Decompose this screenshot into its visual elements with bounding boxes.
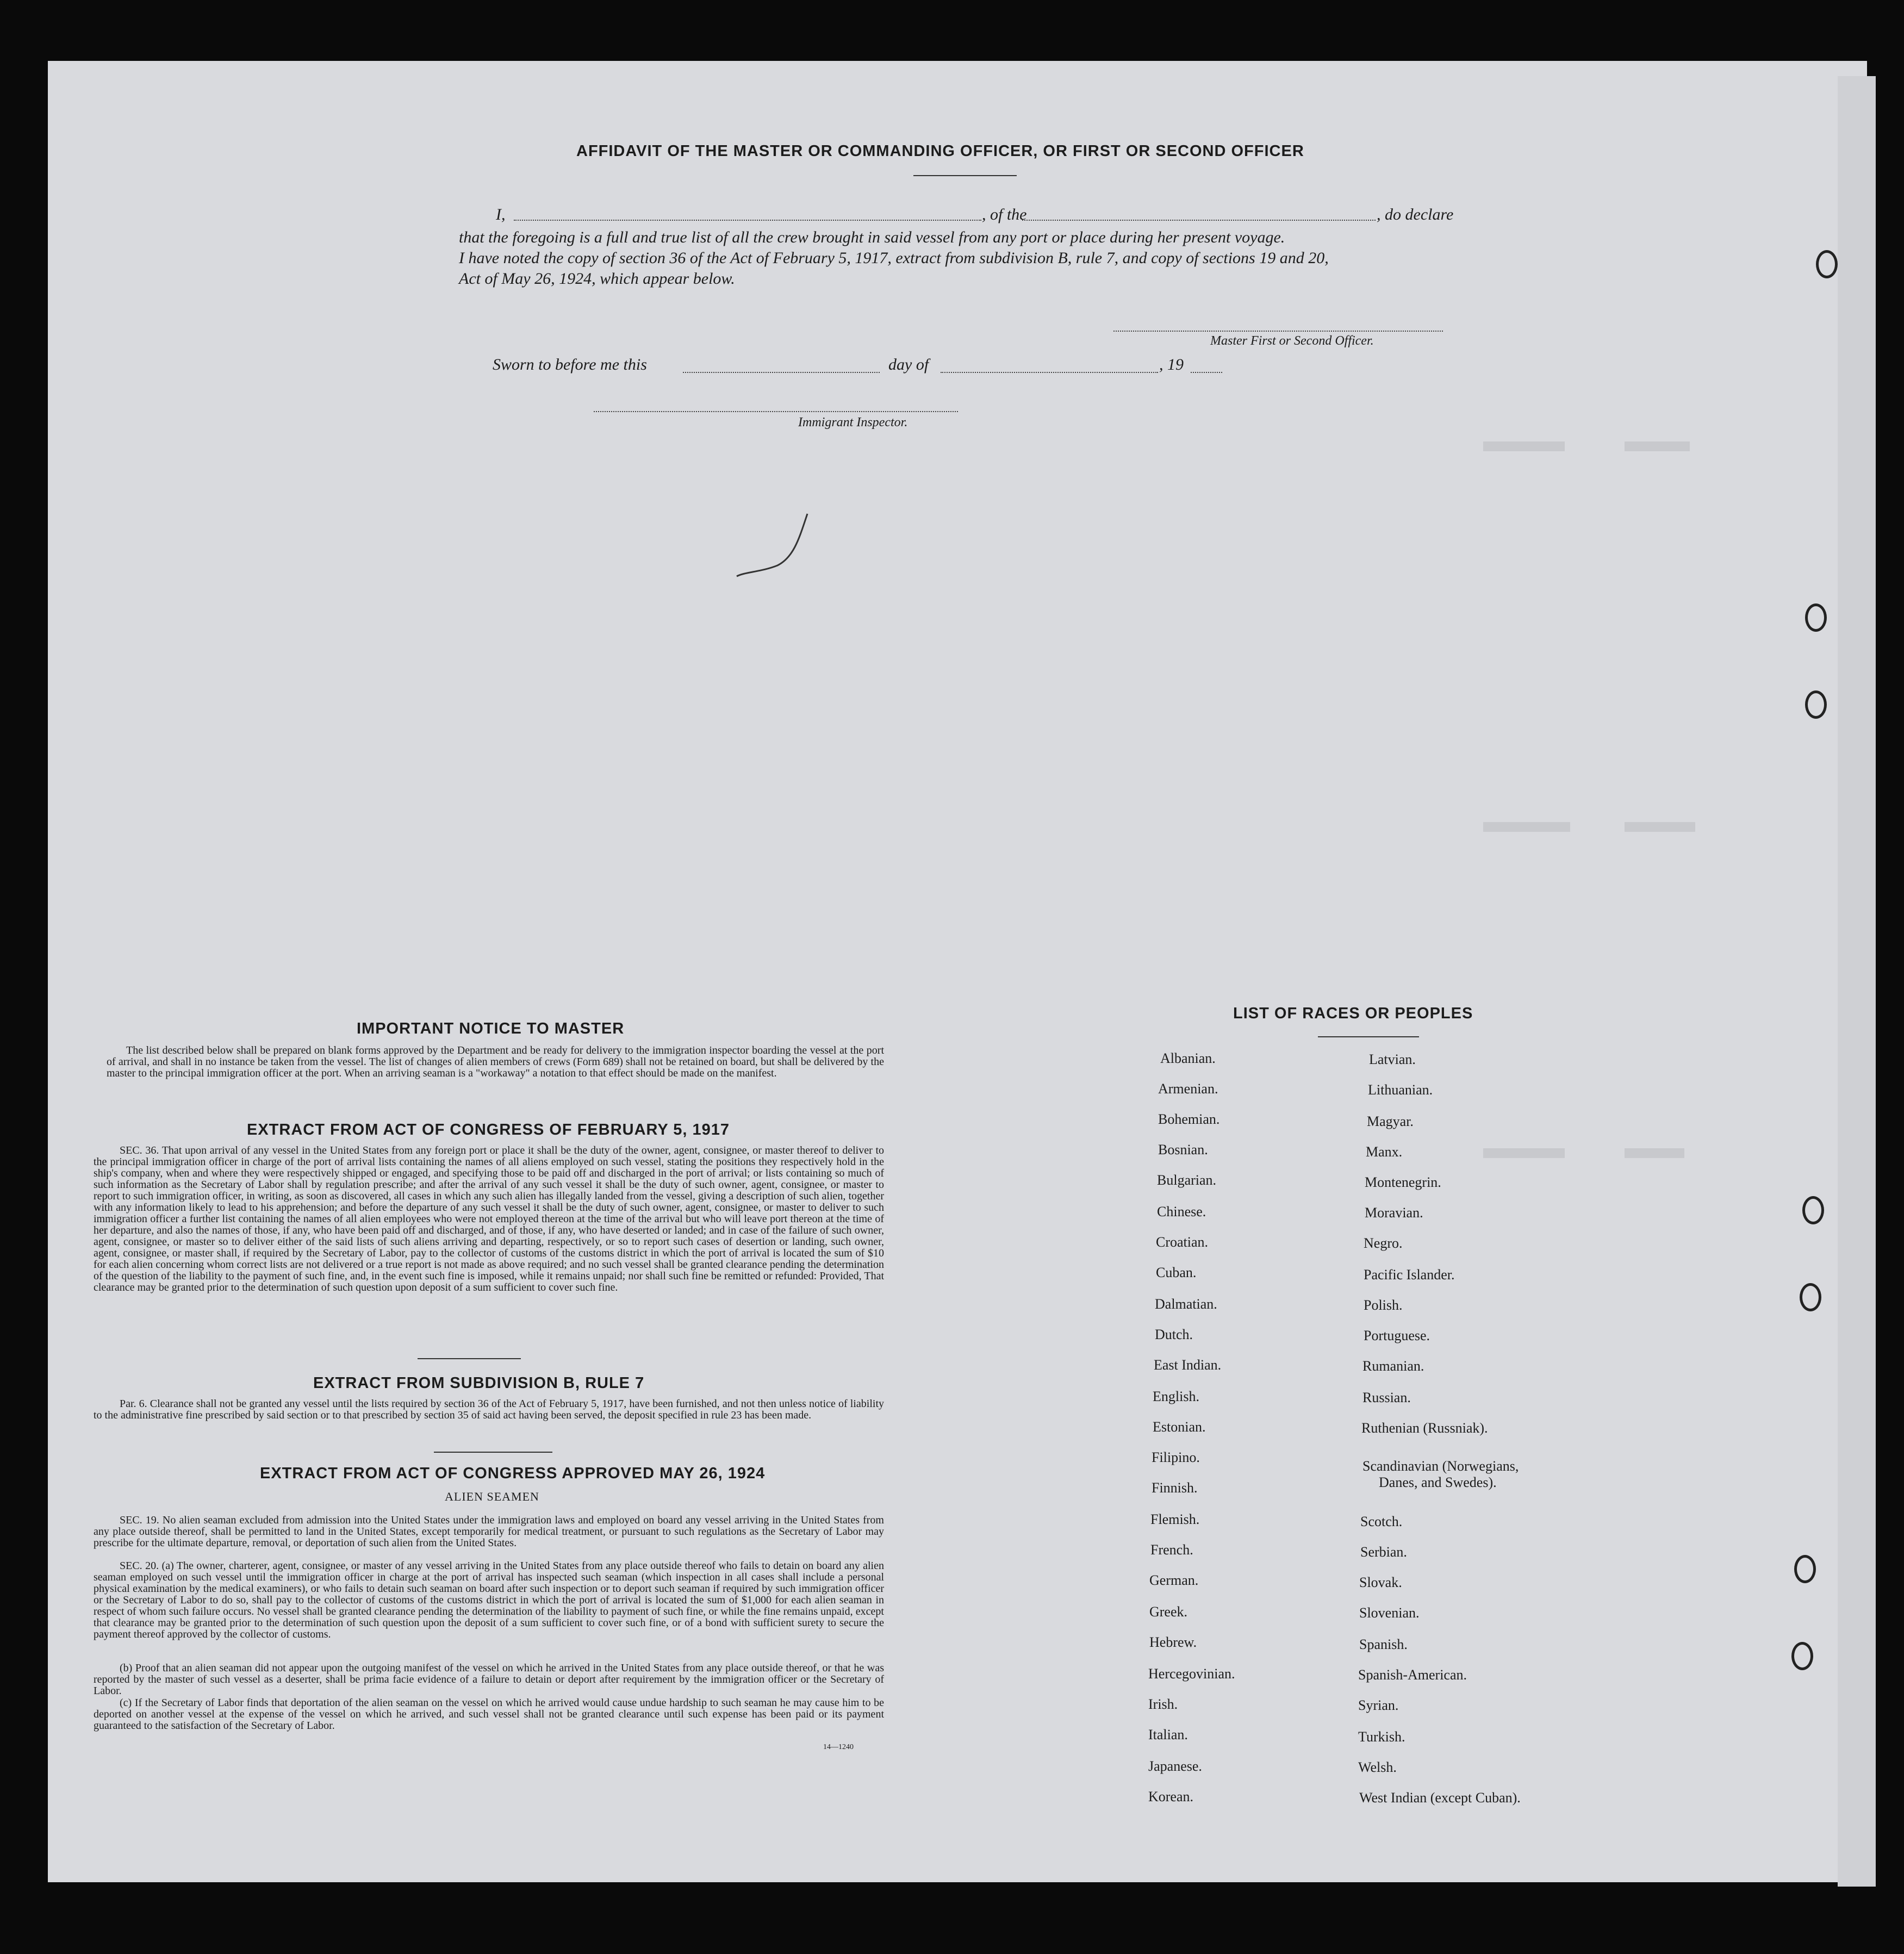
inspector-label: Immigrant Inspector.	[798, 415, 908, 430]
section-rule	[434, 1452, 552, 1453]
vessel-blank[interactable]	[1022, 220, 1376, 221]
notice-text: The list described below shall be prepared on blank forms approved by the Department and be ready for delivery to the immigration inspector boarding the vessel at the port of arrival, and shall in no instance be taken from the vessel. The list of changes of alien members of crews (Form 689) shall not be retained on board, but shall be delivered by the master to the principal immigration officer at the port. When an arriving seaman is a "workaway" a notation to that effect should be made on the manifest.	[107, 1044, 884, 1079]
race-item: Montenegrin.	[1365, 1174, 1441, 1190]
race-item: Bulgarian.	[1157, 1172, 1217, 1188]
race-item: Slovenian.	[1359, 1605, 1420, 1621]
race-item: Chinese.	[1157, 1204, 1206, 1219]
race-item: Dalmatian.	[1155, 1296, 1217, 1312]
race-item: Ruthenian (Russniak).	[1361, 1420, 1488, 1436]
race-item: Latvian.	[1369, 1051, 1416, 1067]
race-item: Estonian.	[1153, 1419, 1206, 1435]
race-item: Syrian.	[1358, 1697, 1399, 1713]
race-item: Armenian.	[1158, 1081, 1218, 1097]
race-item: Turkish.	[1358, 1729, 1405, 1745]
section-rule	[418, 1358, 521, 1359]
rule7-title: EXTRACT FROM SUBDIVISION B, RULE 7	[313, 1374, 645, 1392]
affidavit-i: I,	[496, 206, 506, 223]
sworn-month-blank[interactable]	[941, 372, 1158, 373]
races-title: LIST OF RACES OR PEOPLES	[1233, 1005, 1473, 1022]
race-item: German.	[1149, 1572, 1199, 1588]
race-item: Spanish.	[1359, 1636, 1408, 1652]
race-item: Hercegovinian.	[1148, 1666, 1235, 1682]
binder-hole	[1794, 1555, 1816, 1583]
year-blank[interactable]	[1191, 372, 1222, 373]
notice-title: IMPORTANT NOTICE TO MASTER	[357, 1020, 625, 1037]
race-item: Irish.	[1148, 1696, 1178, 1712]
race-item: Finnish.	[1152, 1480, 1198, 1496]
name-blank[interactable]	[514, 220, 981, 221]
race-item: Korean.	[1148, 1789, 1194, 1804]
sec20a-text: SEC. 20. (a) The owner, charterer, agent, consignee, or master of any vessel arriving in the United States from any place outside thereof who fails to detain on board any alien seaman employed on such vessel until the immigration officer in charge at the port of arrival has inspected such seaman (which inspection in all cases shall include a personal physical examination by the medical examiners), or who fails to detain such seaman on board after such inspection or to deport such seaman if required by such immigration officer or the Secretary of Labor to do so, shall pay to the collector of customs of the customs district in which the port of arrival is located the sum of $1,000 for each alien seaman in respect of whom such failure occurs. No vessel shall be granted clearance pending the determination of the liability to payment of such fine, or while the fine remains unpaid, except that clearance may be granted prior to the determination of such question upon the deposit of a sum sufficient to cover such fine, or of a bond with sufficient surety to secure the payment thereof approved by the collector of customs.	[94, 1560, 884, 1640]
extract-1917-text: SEC. 36. That upon arrival of any vessel in the United States from any foreign port or place it shall be the duty of the owner, agent, consignee, or master thereof to deliver to the principal immigration officer in charge of the port of arrival lists containing the names of all aliens employed on such vessel, stating the positions they respectively hold in the ship's company, when and where they were respectively shipped or engaged, and specifying those to be paid off and discharged in the port of arrival; or lists containing so much of such information as the Secretary of Labor shall by regulation prescribe; and after the arrival of any such vessel it shall be the duty of such owner, agent, consignee, or master to report to such immigration officer, in writing, as soon as discovered, all cases in which any such alien has illegally landed from the vessel, giving a description of such alien, together with any information likely to lead to his apprehension; and before the departure of any such vessel it shall be the duty of such owner, agent, consignee, or master to deliver to such immigration officer a further list containing the names of all alien employees who were not employed thereon at the time of the arrival but who will leave port thereon at the time of her departure, and also the names of those, if any, who have been paid off and discharged, and of those, if any, who have deserted or landed; and in case of the failure of such owner, agent, consignee, or master so to deliver either of the said lists of such aliens arriving and departing, respectively, or so to report such cases of desertion or landing, such owner, agent, consignee, or master shall, if required by the Secretary of Labor, pay to the collector of customs of the customs district in which the port of arrival is located the sum of $10 for each alien concerning whom correct lists are not delivered or a true report is not made as above required; and no such vessel shall be granted clearance pending the determination of the question of the liability to the payment of such fine, and, in the event such fine is imposed, while it remains unpaid; nor shall such fine be remitted or refunded: Provided, That clearance may be granted prior to the determination of such question upon deposit of a sum sufficient to cover such fine.	[94, 1144, 884, 1293]
binder-hole	[1802, 1196, 1824, 1224]
race-item: Negro.	[1364, 1235, 1403, 1251]
sworn-day-blank[interactable]	[683, 372, 880, 373]
race-item: Italian.	[1148, 1727, 1188, 1743]
race-item: Greek.	[1149, 1604, 1188, 1620]
affidavit-line4: Act of May 26, 1924, which appear below.	[459, 270, 735, 288]
race-item: Dutch.	[1155, 1327, 1193, 1342]
race-item: Scandinavian (Norwegians,	[1362, 1458, 1519, 1474]
form-number: 14—1240	[823, 1743, 854, 1751]
race-item: French.	[1150, 1542, 1193, 1558]
sec20b-text: (b) Proof that an alien seaman did not appear upon the outgoing manifest of the vessel on which he arrived in the United States from any place outside thereof, or that he was reported by the master of such vessel as a deserter, shall be prima facie evidence of a failure to detain or deport after requirement by the immigration officer or the Secretary of Labor.	[94, 1662, 884, 1697]
binder-hole	[1805, 690, 1827, 719]
master-signature-blank[interactable]	[1113, 331, 1443, 332]
affidavit-declare: , do declare	[1377, 206, 1454, 223]
race-item: Japanese.	[1148, 1758, 1202, 1774]
day-of-label: day of	[888, 356, 929, 374]
race-item: Bohemian.	[1158, 1111, 1220, 1127]
race-item: Croatian.	[1156, 1234, 1209, 1250]
affidavit-title: AFFIDAVIT OF THE MASTER OR COMMANDING OFFICER, OR FIRST OR SECOND OFFICER	[576, 142, 1304, 160]
extract-1924-title: EXTRACT FROM ACT OF CONGRESS APPROVED MAY 26, 1924	[260, 1465, 766, 1482]
rule7-text: Par. 6. Clearance shall not be granted any vessel until the lists required by section 36 of the Act of February 5, 1917, have been furnished, and not then unless notice of liability to the administrative fine prescribed by said section or to that prescribed by section 35 of said act having been served, the deposit specified in rule 23 has been made.	[94, 1398, 884, 1421]
race-item: Manx.	[1366, 1144, 1403, 1160]
race-item: Rumanian.	[1362, 1358, 1424, 1374]
race-item: West Indian (except Cuban).	[1359, 1790, 1521, 1806]
race-item: Russian.	[1362, 1390, 1411, 1405]
pen-stroke	[729, 506, 816, 587]
race-item: Slovak.	[1359, 1575, 1402, 1590]
binder-hole	[1816, 250, 1838, 278]
race-item: East Indian.	[1154, 1357, 1222, 1373]
title-rule	[913, 175, 1017, 176]
race-item: Bosnian.	[1158, 1142, 1208, 1158]
race-item: Polish.	[1364, 1297, 1403, 1313]
race-item: Lithuanian.	[1368, 1082, 1433, 1098]
year-label: , 19	[1159, 356, 1184, 374]
race-item: Danes, and Swedes).	[1379, 1474, 1497, 1490]
extract-1917-title: EXTRACT FROM ACT OF CONGRESS OF FEBRUARY 5, 1917	[247, 1121, 730, 1138]
race-item: Flemish.	[1150, 1511, 1200, 1527]
race-item: Spanish-American.	[1358, 1667, 1467, 1683]
affidavit-line2: that the foregoing is a full and true list of all the crew brought in said vessel from any port or place during her present voyage.	[459, 228, 1285, 246]
race-item: Serbian.	[1360, 1544, 1407, 1560]
race-item: Hebrew.	[1149, 1634, 1197, 1650]
sworn-label: Sworn to before me this	[493, 356, 647, 374]
alien-seamen-subtitle: ALIEN SEAMEN	[445, 1490, 539, 1503]
race-item: Welsh.	[1358, 1759, 1397, 1775]
affidavit-line3: I have noted the copy of section 36 of the Act of February 5, 1917, extract from subdivision B, rule 7, and copy of sections 19 and 20,	[459, 249, 1329, 267]
races-rule	[1318, 1036, 1419, 1037]
binder-hole	[1800, 1283, 1821, 1311]
race-item: Pacific Islander.	[1364, 1267, 1455, 1283]
race-item: Scotch.	[1360, 1514, 1403, 1529]
binder-hole	[1791, 1642, 1813, 1670]
race-item: Portuguese.	[1364, 1328, 1430, 1343]
race-item: Cuban.	[1156, 1265, 1197, 1280]
sec19-text: SEC. 19. No alien seaman excluded from admission into the United States under the immigration laws and employed on board any vessel arriving in the United States from any place outside thereof, shall be permitted to land in the United States, except temporarily for medical treatment, or pursuant to such regulations as the Secretary of Labor may prescribe for the ultimate departure, removal, or deportation of such alien from the United States.	[94, 1514, 884, 1549]
affidavit-of-the: , of the	[982, 206, 1027, 223]
master-signature-label: Master First or Second Officer.	[1210, 334, 1374, 348]
race-item: English.	[1153, 1389, 1199, 1404]
race-item: Albanian.	[1160, 1050, 1216, 1066]
page-edge	[1838, 76, 1876, 1887]
race-item: Moravian.	[1365, 1205, 1423, 1221]
sec20c-text: (c) If the Secretary of Labor finds that deportation of the alien seaman on the vessel on which he arrived would cause undue hardship to such seaman he may cause him to be deported on another vessel at the expense of the vessel on which he arrived, and such vessel shall not be granted clearance until such expense has been paid or its payment guaranteed to the satisfaction of the Secretary of Labor.	[94, 1697, 884, 1732]
binder-hole	[1805, 603, 1827, 632]
race-item: Magyar.	[1367, 1113, 1414, 1129]
race-item: Filipino.	[1152, 1449, 1200, 1465]
inspector-signature-blank[interactable]	[594, 411, 958, 412]
